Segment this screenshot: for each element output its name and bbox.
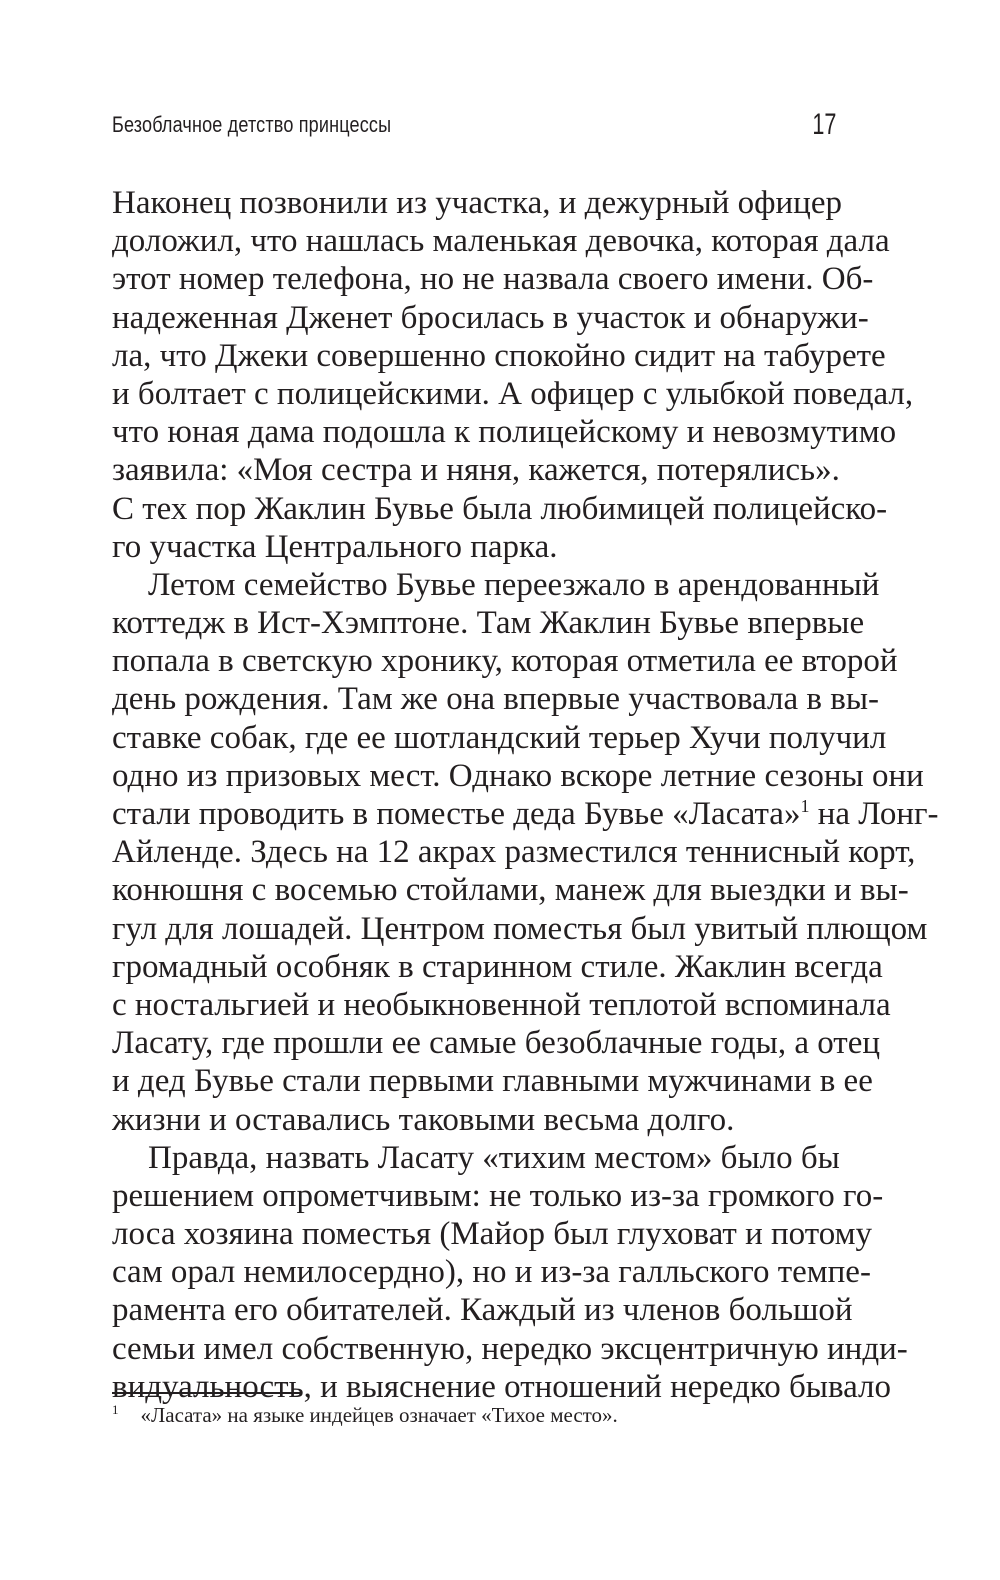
running-title: Безоблачное детство принцессы	[112, 112, 392, 137]
text-line: лоса хозяина поместья (Майор был глуховат и потому	[112, 1216, 872, 1253]
text-line: надеженная Дженет бросилась в участок и обнаружи-	[112, 299, 869, 336]
page-number: 17	[811, 108, 836, 141]
text-line: ла, что Джеки совершенно спокойно сидит на табурете	[112, 337, 886, 374]
footnote	[112, 1402, 618, 1428]
text-line: и дед Бувье стали первыми главными мужчинами в ее	[112, 1063, 873, 1100]
footnote-mark: 1	[112, 1402, 119, 1417]
text-line: сам орал немилосердно), но и из-за галльского темпе-	[112, 1254, 871, 1291]
text-line: этот номер телефона, но не назвала своего имени. Об-	[112, 261, 874, 298]
text-line: ставке собак, где ее шотландский терьер Хучи получил	[112, 719, 887, 756]
text-line: семьи имел собственную, нередко эксцентричную инди-	[112, 1330, 908, 1367]
text-line-part: на Лонг-	[817, 796, 939, 832]
body-text	[112, 184, 939, 1406]
text-line: заявила: «Моя сестра и няня, кажется, потерялись».	[112, 452, 840, 489]
text-line: Айленде. Здесь на 12 акрах разместился теннисный корт,	[112, 834, 916, 871]
text-line: жизни и оставались таковыми весьма долго.	[112, 1101, 735, 1138]
text-line-part: стали проводить в поместье деда Бувье «Ласата»	[112, 796, 801, 832]
footnote-text: «Ласата» на языке индейцев означает «Тихое место».	[140, 1403, 618, 1427]
text-line: гул для лошадей. Центром поместья был увитый плющом	[112, 910, 928, 947]
text-line: решением опрометчивым: не только из-за громкого го-	[112, 1177, 884, 1214]
text-line: Правда, назвать Ласату «тихим местом» было бы	[148, 1139, 840, 1176]
text-line-with-footnote	[112, 795, 939, 833]
text-line: рамента его обитателей. Каждый из членов большой	[112, 1292, 853, 1329]
text-line: попала в светскую хронику, которая отметила ее второй	[112, 643, 898, 680]
text-line: одно из призовых мест. Однако вскоре летние сезоны они	[112, 757, 924, 794]
text-line: конюшня с восемью стойлами, манеж для выездки и вы-	[112, 872, 909, 909]
text-line: С тех пор Жаклин Бувье была любимицей полицейско-	[112, 490, 888, 527]
text-line: день рождения. Там же она впервые участвовала в вы-	[112, 681, 879, 718]
footnote-divider	[112, 1392, 300, 1394]
text-line: коттедж в Ист-Хэмптоне. Там Жаклин Бувье впервые	[112, 605, 865, 642]
text-line: доложил, что нашлась маленькая девочка, которая дала	[112, 223, 890, 260]
text-line: с ностальгией и необыкновенной теплотой вспоминала	[112, 986, 891, 1023]
text-line: Летом семейство Бувье переезжало в арендованный	[148, 566, 880, 603]
footnote-reference[interactable]: 1	[800, 796, 810, 816]
text-line: видуальность, и выяснение отношений нередко бывало	[112, 1368, 892, 1405]
text-line: что юная дама подошла к полицейскому и невозмутимо	[112, 414, 897, 451]
text-line: и болтает с полицейскими. А офицер с улыбкой поведал,	[112, 375, 914, 412]
text-line: го участка Центрального парка.	[112, 528, 558, 565]
text-line: громадный особняк в старинном стиле. Жаклин всегда	[112, 948, 883, 985]
text-line: Наконец позвонили из участка, и дежурный офицер	[112, 185, 842, 221]
text-line: Ласату, где прошли ее самые безоблачные годы, а отец	[112, 1025, 881, 1062]
